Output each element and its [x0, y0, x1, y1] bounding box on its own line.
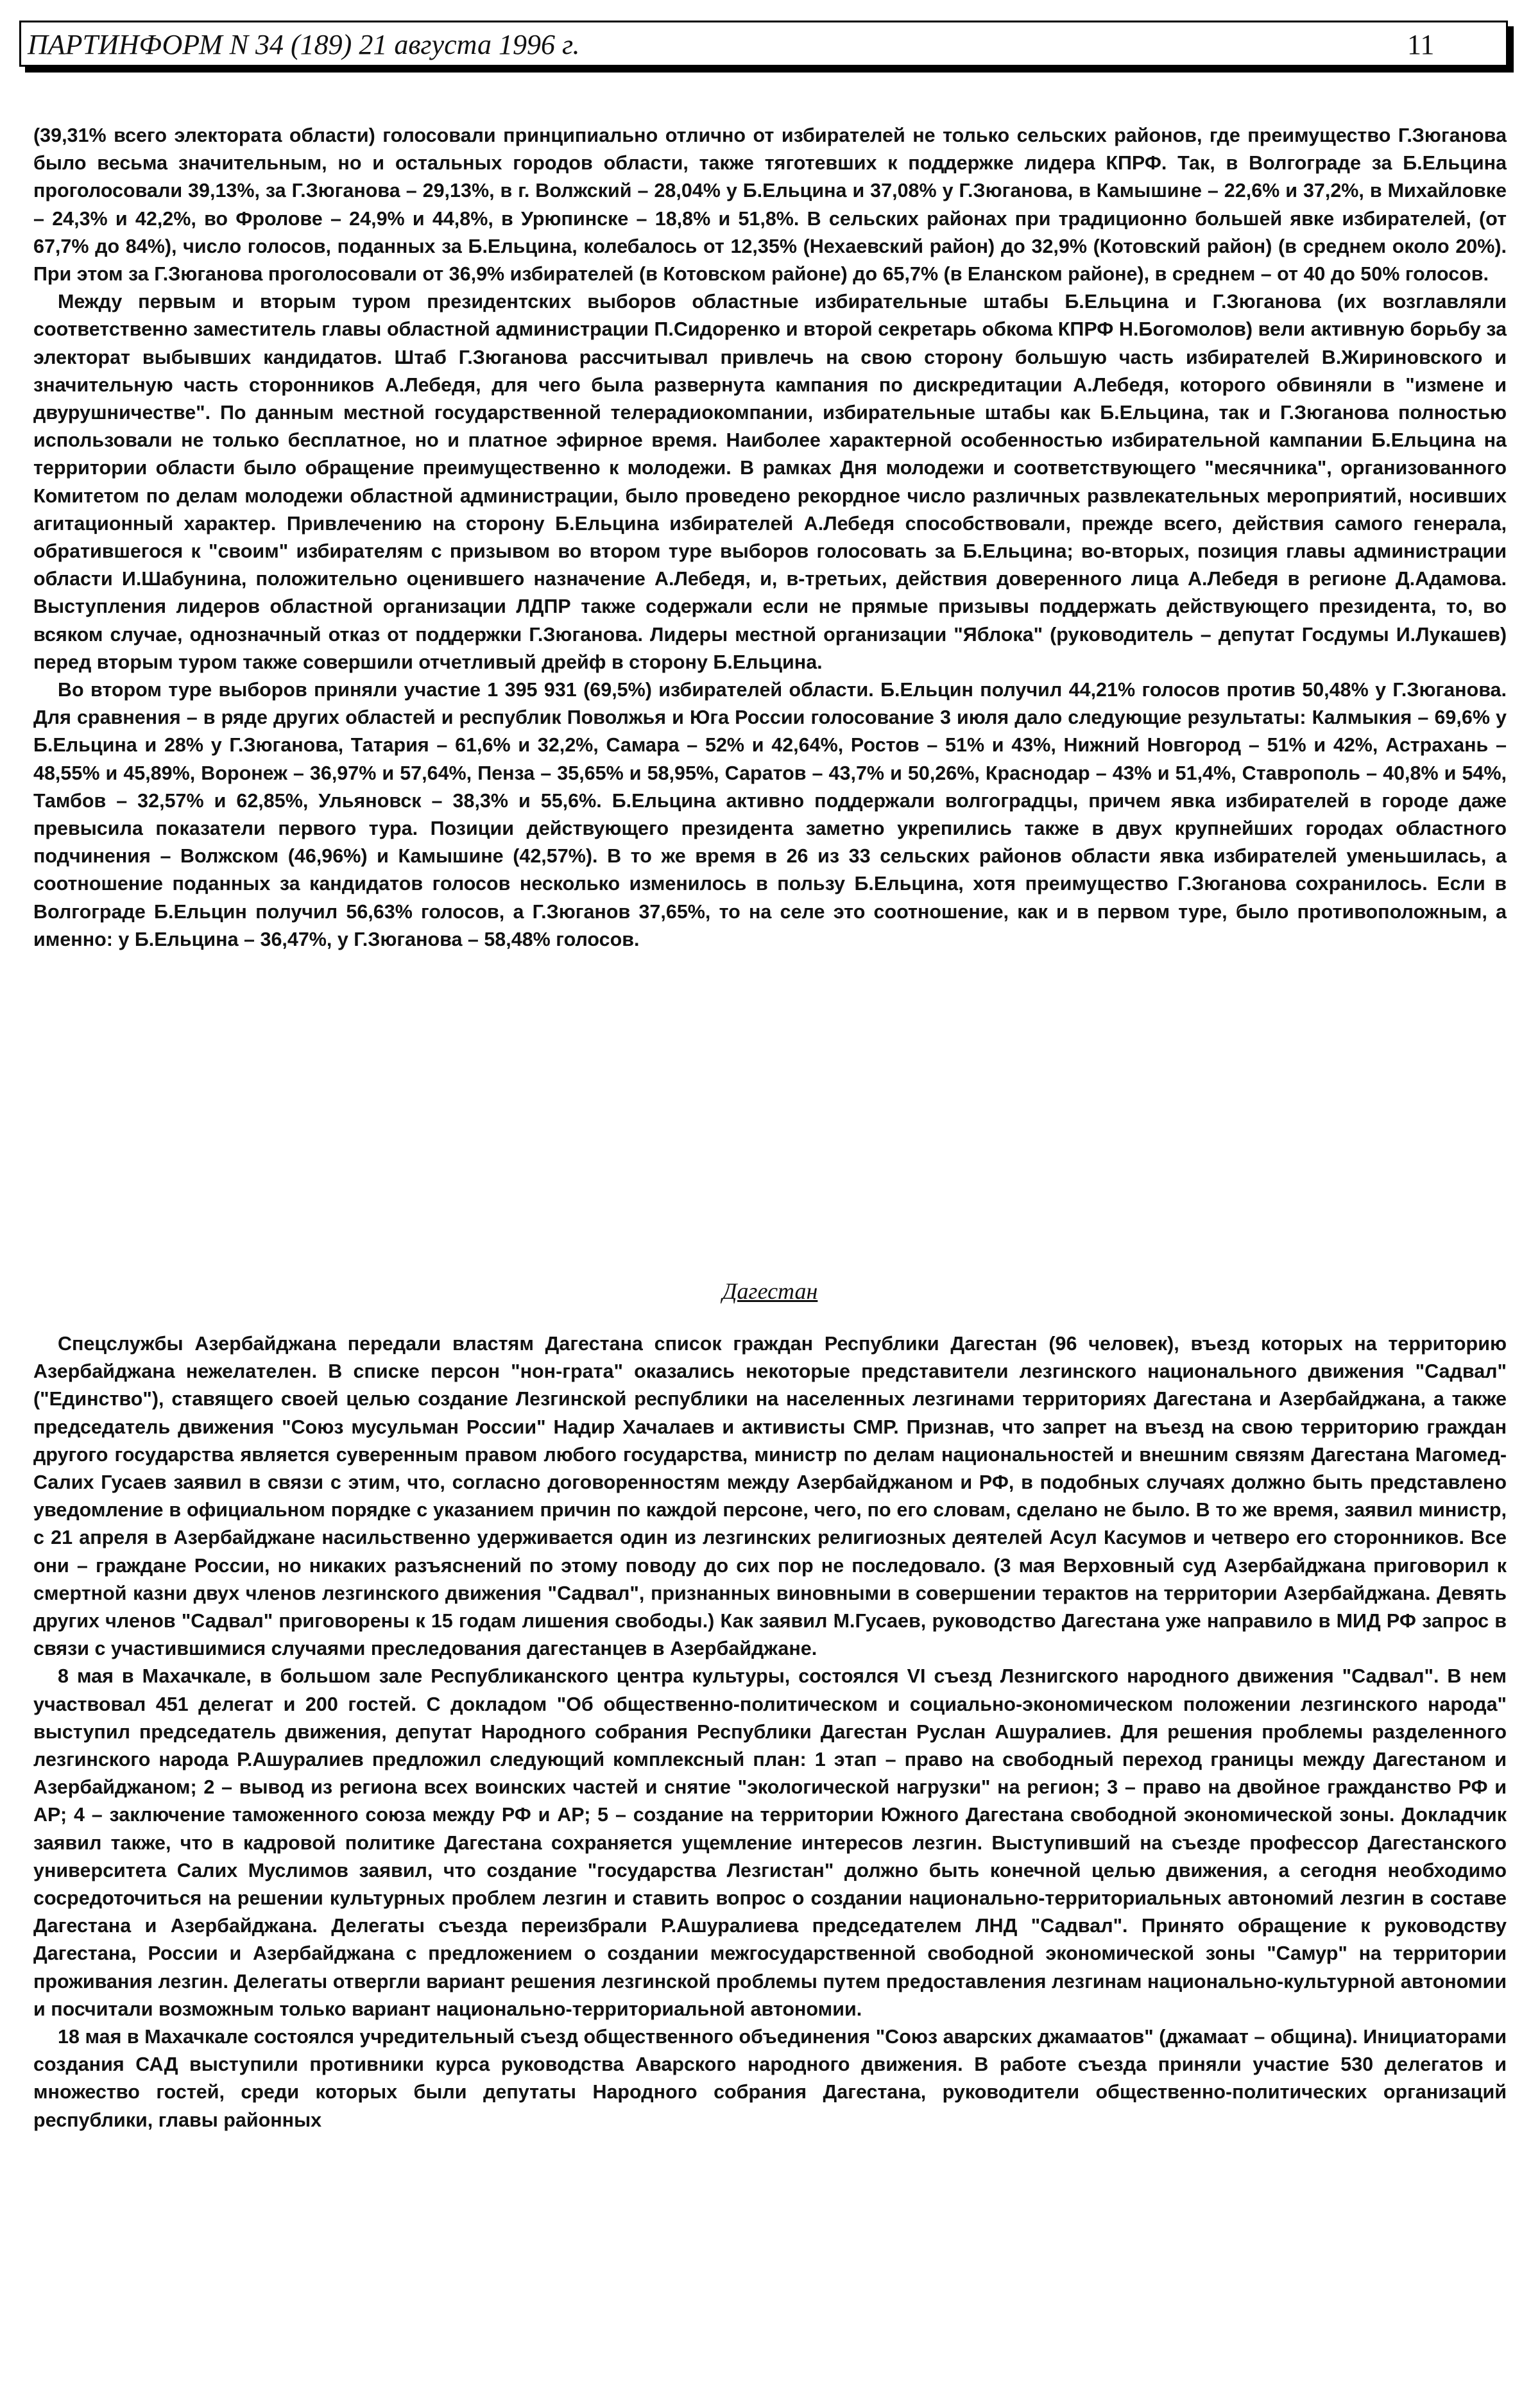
article-dagestan	[33, 1330, 1507, 2134]
paragraph: Спецслужбы Азербайджана передали властям Дагестана список граждан Республики Дагестан (96 человек), въезд которых на территорию Азербайджана нежелателен. В списке персон "нон-грата" оказались некоторые представители лезгинского национального движения "Садвал" ("Единство"), ставящего своей целью создание Лезгинской республики на населенных лезгинами территориях Дагестана и Азербайджана, а также председатель движения "Союз мусульман России" Надир Хачалаев и активисты СМР. Признав, что запрет на въезд на свою территорию граждан другого государства является суверенным правом любого государства, министр по делам национальностей и внешним связям Дагестана Магомед-Салих Гусаев заявил в связи с этим, что, согласно договоренностям между Азербайджаном и РФ, в подобных случаях должно быть представлено уведомление в официальном порядке с указанием причин по каждой персоне, чего, по его словам, сделано не было. В то же время, заявил министр, с 21 апреля в Азербайджане насильственно удерживается один из лезгинских религиозных деятелей Асул Касумов и четверо его сторонников. Все они – граждане России, но никаких разъяснений по этому поводу до сих пор не последовало. (3 мая Верховный суд Азербайджана приговорил к смертной казни двух членов лезгинского движения "Садвал", признанных виновными в совершении терактов на территории Азербайджана. Девять других членов "Садвал" приговорены к 15 годам лишения свободы.) Как заявил М.Гусаев, руководство Дагестана уже направило в МИД РФ запрос в связи с участившимися случаями преследования дагестанцев в Азербайджане.	[33, 1333, 1507, 1660]
paragraph: (39,31% всего электората области) голосовали принципиально отлично от избирателей не только сельских районов, где преимущество Г.Зюганова было весьма значительным, но и остальных городов области, также тяготевших к поддержке лидера КПРФ. Так, в Волгограде за Б.Ельцина проголосовали 39,13%, за Г.Зюганова – 29,13%, в г. Волжский – 28,04% у Б.Ельцина и 37,08% у Г.Зюганова, в Камышине – 22,6% и 37,2%, в Михайловке – 24,3% и 42,2%, во Фролове – 24,9% и 44,8%, в Урюпинске – 18,8% и 51,8%. В сельских районах при традиционно большей явке избирателей, (от 67,7% до 84%), число голосов, поданных за Б.Ельцина, колебалось от 12,35% (Нехаевский район) до 32,9% (Котовский район) (в среднем около 20%). При этом за Г.Зюганова проголосовали от 36,9% избирателей (в Котовском районе) до 65,7% (в Еланском районе), в среднем – от 40 до 50% голосов.	[33, 124, 1507, 286]
article-volgograd-continuation	[33, 122, 1507, 954]
paragraph: 18 мая в Махачкале состоялся учредительный съезд общественного объединения "Союз аварских джамаатов" (джамаат – община). Инициаторами создания САД выступили противники курса руководства Аварского народного движения. В работе съезда приняли участие 530 делегатов и множество гостей, среди которых были депутаты Народного собрания Дагестана, руководители общественно-политических организаций республики, главы районных	[33, 2026, 1507, 2131]
paragraph: 8 мая в Махачкале, в большом зале Республиканского центра культуры, состоялся VI съезд Лезнигского народного движения "Садвал". В нем участвовал 451 делегат и 200 гостей. С докладом "Об общественно-политическом и социально-экономическом положении лезгинского народа" выступил председатель движения, депутат Народного собрания Республики Дагестан Руслан Ашуралиев. Для решения проблемы разделенного лезгинского народа Р.Ашуралиев предложил следующий комплексный план: 1 этап – право на свободный переход границы между Дагестаном и Азербайджаном; 2 – вывод из региона всех воинских частей и снятие "экологической нагрузки" на регион; 3 – право на двойное гражданство РФ и АР; 4 – заключение таможенного союза между РФ и АР; 5 – создание на территории Южного Дагестана свободной экономической зоны. Докладчик заявил также, что в кадровой политике Дагестана сохраняется ущемление интересов лезгин. Выступивший на съезде профессор Дагестанского университета Салих Муслимов заявил, что создание "государства Лезгистан" должно быть конечной целью движения, а сегодня необходимо сосредоточиться на решении культурных проблем лезгин и ставить вопрос о создании национально-территориальных автономий лезгин в составе Дагестана и Азербайджана. Делегаты съезда переизбрали Р.Ашуралиева председателем ЛНД "Садвал". Принято обращение к руководству Дагестана, России и Азербайджана с предложением о создании межгосударственной свободной экономической зоны "Самур" на территории проживания лезгин. Делегаты отвергли вариант решения лезгинской проблемы путем предоставления лезгинам национально-культурной автономии и посчитали возможным только вариант национально-территориальной автономии.	[33, 1665, 1507, 2020]
section-heading-dagestan: Дагестан	[722, 1278, 818, 1304]
page-number: 11	[1407, 29, 1435, 60]
paragraph: Между первым и вторым туром президентских выборов областные избирательные штабы Б.Ельцина и Г.Зюганова (их возглавляли соответственно заместитель главы областной администрации П.Сидоренко и второй секретарь обкома КПРФ Н.Богомолов) вели активную борьбу за электорат выбывших кандидатов. Штаб Г.Зюганова рассчитывал привлечь на свою сторону большую часть избирателей В.Жириновского и значительную часть сторонников А.Лебедя, для чего была развернута кампания по дискредитации А.Лебедя, которого обвиняли в "измене и двурушничестве". По данным местной государственной телерадиокомпании, избирательные штабы как Б.Ельцина, так и Г.Зюганова полностью использовали не только бесплатное, но и платное эфирное время. Наиболее характерной особенностью избирательной кампании Б.Ельцина на территории области было обращение преимущественно к молодежи. В рамках Дня молодежи и соответствующего "месячника", организованного Комитетом по делам молодежи областной администрации, было проведено рекордное число различных развлекательных мероприятий, носивших агитационный характер. Привлечению на сторону Б.Ельцина избирателей А.Лебедя способствовали, прежде всего, действия самого генерала, обратившегося к "своим" избирателям с призывом во втором туре выборов голосовать за Б.Ельцина; во-вторых, позиция главы администрации области И.Шабунина, положительно оценившего назначение А.Лебедя, и, в-третьих, действия доверенного лица А.Лебедя в регионе Д.Адамова. Выступления лидеров областной организации ЛДПР также содержали если не прямые призывы поддержать действующего президента, то, во всяком случае, однозначный отказ от поддержки Г.Зюганова. Лидеры местной организации "Яблока" (руководитель – депутат Госдумы И.Лукашев) перед вторым туром также совершили отчетливый дрейф в сторону Б.Ельцина.	[33, 291, 1507, 673]
publication-title: ПАРТИНФОРМ N 34 (189) 21 августа 1996 г.	[28, 29, 580, 60]
page-header	[19, 21, 1508, 67]
paragraph: Во втором туре выборов приняли участие 1 395 931 (69,5%) избирателей области. Б.Ельцин получил 44,21% голосов против 50,48% у Г.Зюганова. Для сравнения – в ряде других областей и республик Поволжья и Юга России голосование 3 июля дало следующие результаты: Калмыкия – 69,6% у Б.Ельцина и 28% у Г.Зюганова, Татария – 61,6% и 32,2%, Самара – 52% и 42,64%, Ростов – 51% и 43%, Нижний Новгород – 51% и 42%, Астрахань – 48,55% и 45,89%, Воронеж – 36,97% и 57,64%, Пенза – 35,65% и 58,95%, Саратов – 43,7% и 50,26%, Краснодар – 43% и 51,4%, Ставрополь – 40,8% и 54%, Тамбов – 32,57% и 62,85%, Ульяновск – 38,3% и 55,6%. Б.Ельцина активно поддержали волгоградцы, причем явка избирателей в городе даже превысила показатели первого тура. Позиции действующего президента заметно укрепились также в двух крупнейших городах областного подчинения – Волжском (46,96%) и Камышине (42,57%). В то же время в 26 из 33 сельских районов области явка избирателей уменьшилась, а соотношение поданных за кандидатов голосов несколько изменилось в пользу Б.Ельцина, хотя преимущество Г.Зюганова сохранилось. Если в Волгограде Б.Ельцин получил 56,63% голосов, а Г.Зюганов 37,65%, то на селе это соотношение, как и в первом туре, было противоположным, а именно: у Б.Ельцина – 36,47%, у Г.Зюганова – 58,48% голосов.	[33, 679, 1507, 950]
